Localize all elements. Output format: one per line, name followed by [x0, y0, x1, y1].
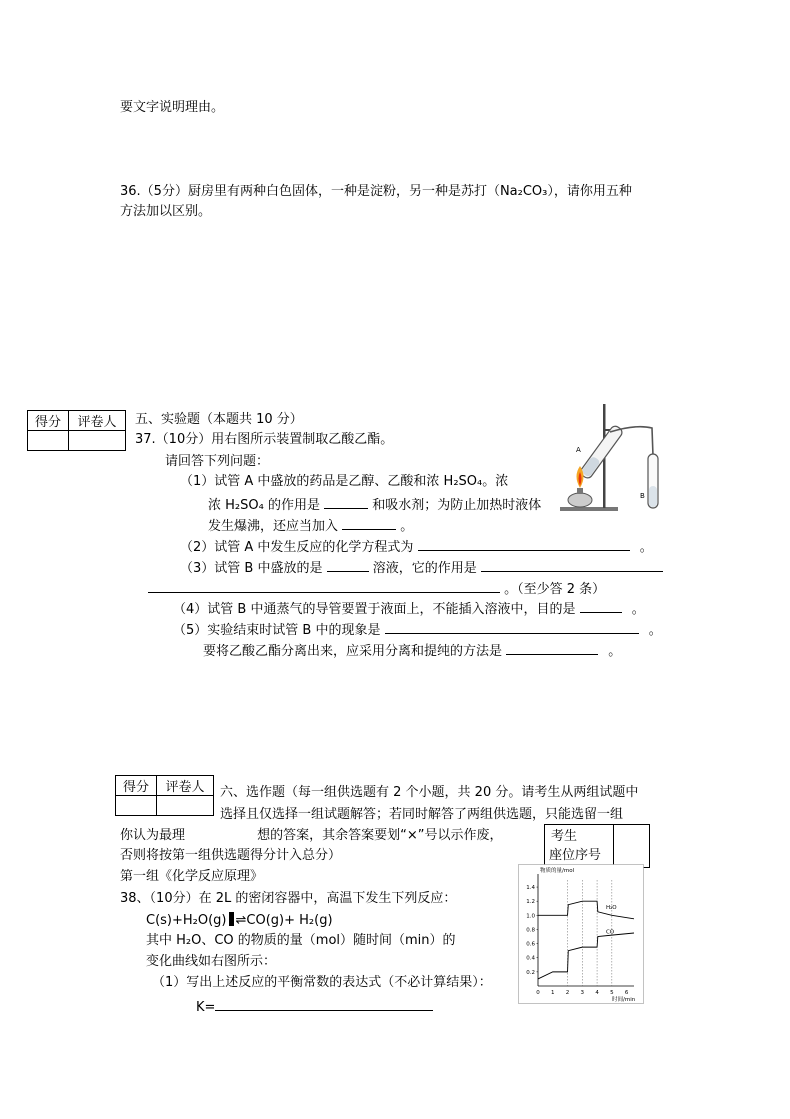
q37-p3-pre: （3）试管 B 中盛放的是	[180, 561, 323, 576]
x-tick-label: 0	[536, 990, 540, 996]
y-tick-label: 1.2	[526, 899, 535, 906]
section6-line2: 选择且仅选择一组试题解答；若同时解答了两组供选题，只能选留一组	[220, 807, 624, 822]
q37-blank-3[interactable]	[418, 536, 630, 551]
label-a: A	[576, 446, 581, 454]
x-axis-label: 时间/min	[612, 997, 636, 1003]
y-tick-label: 0.2	[526, 969, 535, 976]
q36-line2: 方法加以区别。	[120, 204, 212, 219]
score-cell[interactable]	[116, 796, 157, 816]
grader-cell[interactable]	[69, 431, 126, 451]
x-tick-label: 4	[595, 990, 599, 996]
q37-p1-c-pre: 发生爆沸，还应当加入	[208, 519, 339, 534]
test-tube-a	[579, 424, 624, 480]
q36-line1: 36.（5分）厨房里有两种白色固体，一种是淀粉，另一种是苏打（Na₂CO₃），请你用五种	[120, 184, 632, 199]
q37-p4	[173, 598, 645, 619]
x-tick-label: 2	[565, 990, 570, 996]
grader-label: 评卷人	[157, 776, 214, 796]
q37-p1-b	[208, 494, 541, 515]
q37-blank-5[interactable]	[481, 557, 663, 572]
score-cell[interactable]	[28, 431, 69, 451]
q37-blank-9[interactable]	[506, 640, 598, 655]
q37-blank-1[interactable]	[324, 494, 368, 509]
q37-p2-pre: （2）试管 A 中发生反应的化学方程式为	[180, 540, 414, 555]
section6-line3	[120, 827, 503, 845]
y-tick-label: 0.4	[526, 955, 535, 962]
grader-label: 评卷人	[69, 411, 126, 431]
alcohol-lamp	[568, 493, 592, 507]
q37-p5	[173, 619, 662, 640]
equilibrium-arrow-icon: ⇌	[235, 913, 247, 928]
q37-p3-cont	[148, 578, 605, 599]
mol-time-chart	[518, 864, 644, 1004]
seat-number-box	[544, 824, 650, 868]
q37-blank-7[interactable]	[580, 598, 622, 613]
seat-number-input[interactable]	[614, 825, 649, 867]
group1-title: 第一组《化学反应原理》	[120, 869, 264, 884]
k-label: K=	[196, 1000, 216, 1015]
section6-line3-b: 想的答案，其余答案要划“×”号以示作废，	[257, 828, 503, 843]
seat-label-1: 考生	[551, 829, 578, 844]
k-answer-blank[interactable]	[215, 996, 433, 1011]
y-tick-label: 1.0	[526, 913, 535, 920]
q38-sub1: （1）写出上述反应的平衡常数的表达式（不必计算结果）：	[152, 975, 492, 990]
equilibrium-mark	[229, 912, 234, 926]
x-tick-label: 1	[551, 990, 555, 996]
series-label: H₂O	[605, 904, 617, 911]
q37-p3-post: 。（至少答 2 条）	[504, 582, 606, 597]
x-tick-label: 5	[610, 990, 614, 996]
x-tick-label: 6	[624, 990, 629, 996]
q37-p1-b-post: 和吸水剂；为防止加热时液体	[372, 498, 542, 513]
q37-p5-post: 。	[648, 623, 662, 638]
q38-desc1: 其中 H₂O、CO 的物质的量（mol）随时间（min）的	[146, 933, 456, 948]
q37-p1-a: （1）试管 A 中盛放的药品是乙醇、乙酸和浓 H₂SO₄。浓	[180, 474, 509, 489]
q37-p1-c	[208, 515, 413, 536]
equation-right: CO(g)+ H₂(g)	[246, 913, 333, 928]
q37-p3-mid: 溶液，它的作用是	[372, 561, 477, 576]
q37-intro: 37.（10分）用右图所示装置制取乙酸乙酯。	[135, 432, 394, 447]
q38-k-line	[196, 996, 433, 1017]
q37-blank-2[interactable]	[342, 515, 396, 530]
section6-line4: 否则将按第一组供选题得分计入总分）	[120, 848, 342, 863]
q37-p3	[180, 557, 663, 578]
q37-p1-c-post: 。	[400, 519, 414, 534]
score-box-section6	[115, 775, 214, 816]
q37-p5-pre: （5）实验结束时试管 B 中的现象是	[173, 623, 381, 638]
y-tick-label: 0.8	[526, 927, 535, 934]
y-tick-label: 0.6	[526, 941, 535, 948]
score-box-section5	[27, 410, 126, 451]
q35-tail: 要文字说明理由。	[120, 100, 225, 115]
q37-p4-pre: （4）试管 B 中通蒸气的导管要置于液面上，不能插入溶液中，目的是	[173, 602, 576, 617]
q37-p6	[203, 640, 621, 661]
section6-line1: 六、选作题（每一组供选题有 2 个小题，共 20 分。请考生从两组试题中	[220, 785, 639, 800]
q37-p6-pre: 要将乙酸乙酯分离出来，应采用分离和提纯的方法是	[203, 644, 503, 659]
tube-b-liquid	[649, 486, 657, 507]
q37-p6-post: 。	[608, 644, 622, 659]
equation-left: C(s)+H₂O(g)	[146, 913, 227, 928]
series-label: CO	[605, 929, 615, 936]
y-tick-label: 1.4	[526, 885, 535, 892]
q37-ask: 请回答下列问题：	[165, 454, 270, 469]
q37-blank-4[interactable]	[327, 557, 369, 572]
section6-line3-a: 你认为最理	[120, 828, 186, 843]
score-label: 得分	[116, 776, 157, 796]
section5-title: 五、实验题（本题共 10 分）	[135, 412, 303, 427]
score-label: 得分	[28, 411, 69, 431]
x-tick-label: 3	[580, 990, 585, 996]
q37-blank-6[interactable]	[148, 578, 500, 593]
q37-p2-post: 。	[639, 540, 653, 555]
seat-label-2: 座位序号	[549, 848, 602, 863]
q38-equation	[146, 912, 333, 930]
ester-apparatus-figure	[556, 402, 672, 516]
q37-blank-8[interactable]	[385, 619, 639, 634]
q37-p1-b-pre: 浓 H₂SO₄ 的作用是	[208, 498, 320, 513]
grader-cell[interactable]	[157, 796, 214, 816]
q37-p4-post: 。	[631, 602, 645, 617]
q37-p2	[180, 536, 653, 557]
y-axis-label: 物质的量/mol	[540, 868, 575, 874]
q38-intro: 38、（10分）在 2L 的密闭容器中，高温下发生下列反应：	[120, 891, 457, 906]
label-b: B	[640, 492, 645, 500]
q38-desc2: 变化曲线如右图所示：	[146, 954, 277, 969]
stand-base	[560, 507, 618, 511]
